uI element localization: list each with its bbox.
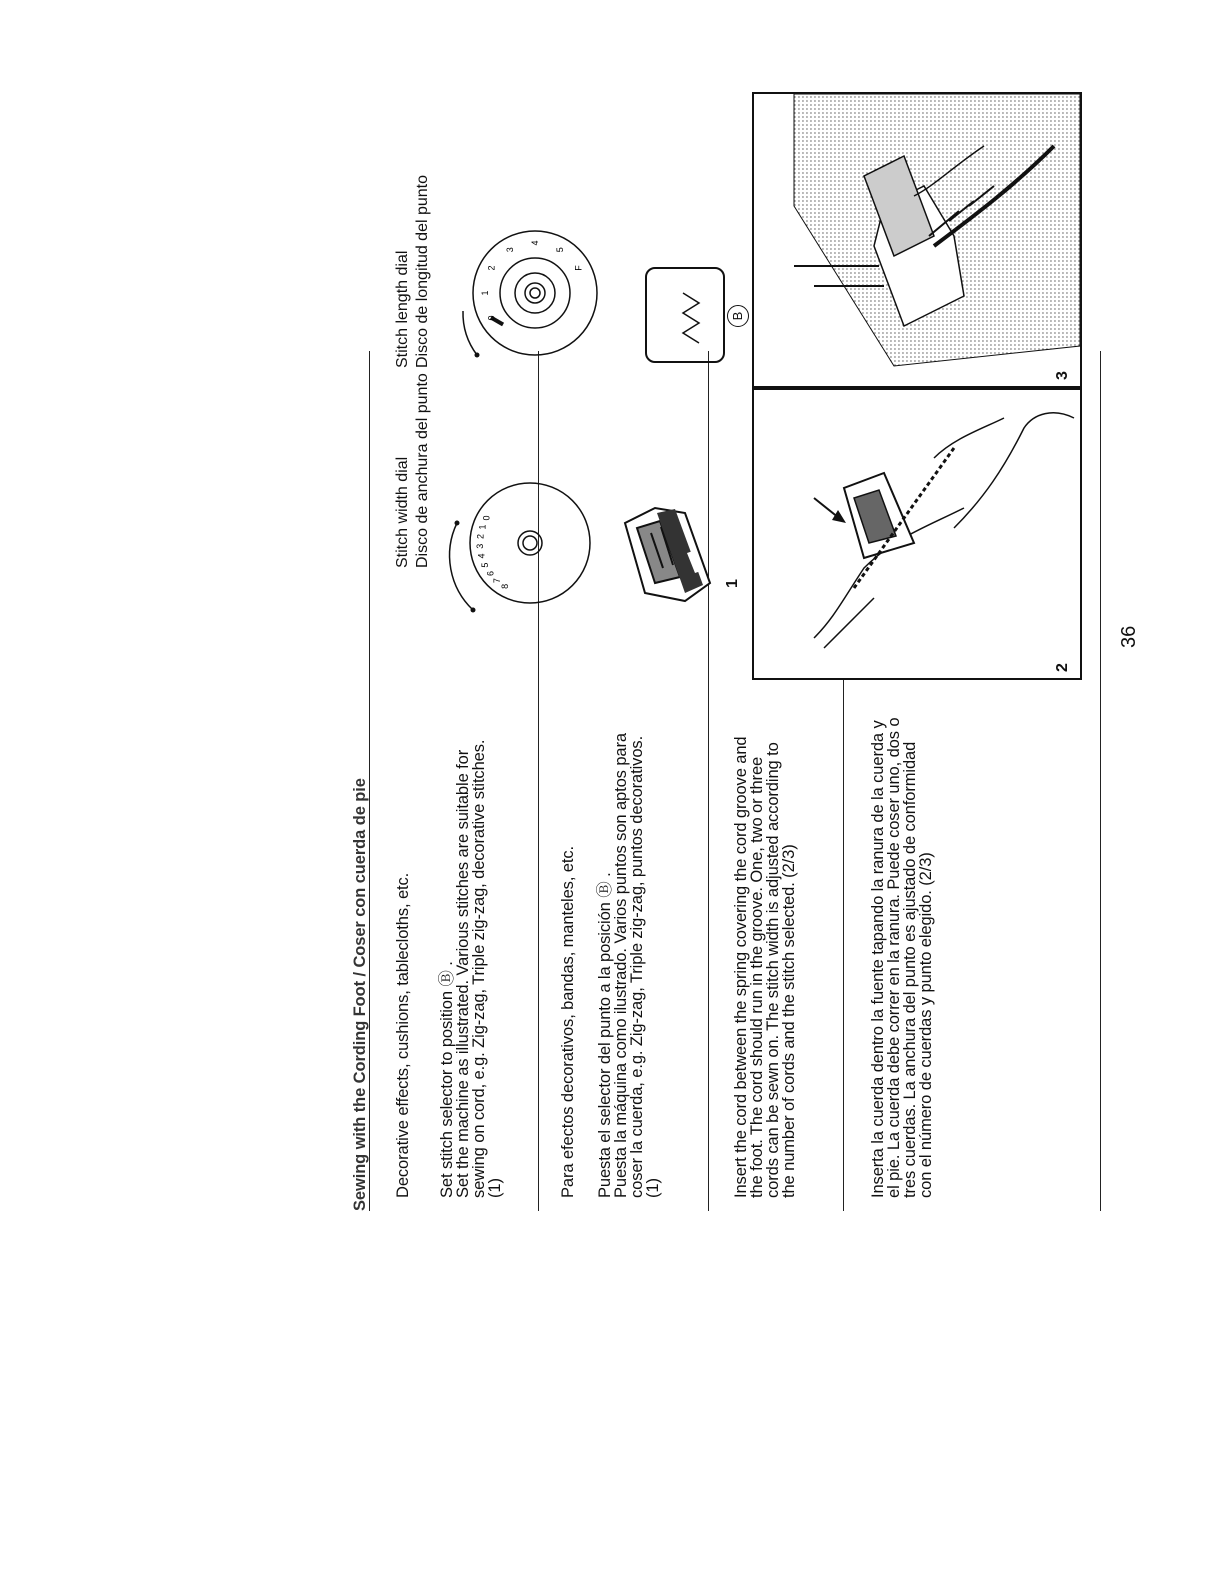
es-steps: Puesta el selector del punto a la posición Ⓑ . Puesta la máquina como ilustrado. Varios puntos son aptos para coser la cuerda, e.g. Zig-zag, Triple zig-zag, puntos decorativos. (1)	[596, 733, 662, 1198]
stitch-selector-box	[645, 267, 725, 363]
divider-2	[708, 351, 709, 1211]
es-cord-instructions: Inserta la cuerda dentro la fuente tapando la ranura de la cuerda y el pie. La cuerda debe correr en la ranura. Puede coser uno, dos o tres cuerdas. La anchura del punto es ajustado de conformidad con el número de cuerdas y punto elegido. (2/3)	[869, 717, 935, 1198]
cording-foot-icon	[615, 493, 725, 613]
length-dial-label	[395, 175, 431, 368]
dial-tick-label: 5	[555, 247, 565, 253]
header-rule	[369, 351, 370, 1211]
dial-tick-label: 1	[477, 524, 488, 530]
dial-tick-label: F	[573, 265, 584, 271]
dial-tick-label: 4	[530, 240, 540, 246]
stitch-length-dial-icon	[455, 213, 615, 373]
selector-position-label: B	[730, 311, 745, 321]
sewing-cord-illustration	[754, 94, 1080, 386]
dial-tick-label: 7	[492, 578, 503, 584]
figure-1-number: 1	[724, 579, 741, 588]
dial-tick-label: 5	[480, 562, 491, 568]
dial-tick-label: 4	[476, 553, 487, 559]
divider-4	[1100, 351, 1101, 1211]
dial-tick-label: 1	[480, 290, 490, 296]
section-header-text: Sewing with the Cording Foot / Coser con cuerda de pie	[351, 778, 369, 1211]
figure-2-number: 2	[1054, 663, 1071, 672]
stitch-width-dial-icon	[455, 468, 605, 618]
dial-tick-label: 3	[475, 543, 486, 549]
length-dial-label-es: Disco de longitud del punto	[414, 174, 431, 368]
figure-3-number: 3	[1054, 371, 1071, 380]
dial-tick-label: 2	[486, 265, 497, 271]
section-header	[351, 351, 369, 1211]
dial-tick-label: 2	[475, 533, 486, 539]
figure-3-box	[752, 92, 1082, 388]
en-intro: Decorative effects, cushions, tablecloths, etc.	[394, 872, 412, 1198]
en-cord-instructions: Insert the cord between the spring covering the cord groove and the foot. The cord should run in the groove. One, two or three cords can be sewn on. The stitch width is adjusted according to the number of cords and the stitch selected. (2/3)	[732, 736, 798, 1198]
en-steps: Set stitch selector to position Ⓑ . Set the machine as illustrated. Various stitches are suitable for sewing on cord, e.g. Zig-zag, Triple zig-zag, decorative stitches. (1)	[438, 739, 504, 1198]
page-number: 36	[1118, 625, 1140, 648]
dial-tick-label: 0	[486, 315, 497, 321]
dial-tick-label: 8	[500, 583, 510, 589]
dial-tick-label: 6	[485, 570, 496, 576]
cord-insertion-illustration	[754, 390, 1080, 678]
width-dial-label-es: Disco de anchura del punto	[414, 373, 431, 568]
figure-2-box	[752, 388, 1082, 680]
width-dial-label-en: Stitch width dial	[394, 456, 411, 568]
dial-tick-label: 3	[505, 247, 515, 253]
dial-tick-label: 0	[481, 515, 492, 521]
es-intro: Para efectos decorativos, bandas, manteles, etc.	[559, 846, 577, 1198]
width-dial-label	[395, 373, 431, 568]
length-dial-label-en: Stitch length dial	[394, 250, 411, 368]
selector-position-badge	[727, 305, 749, 327]
zigzag-stitch-icon	[677, 285, 707, 345]
